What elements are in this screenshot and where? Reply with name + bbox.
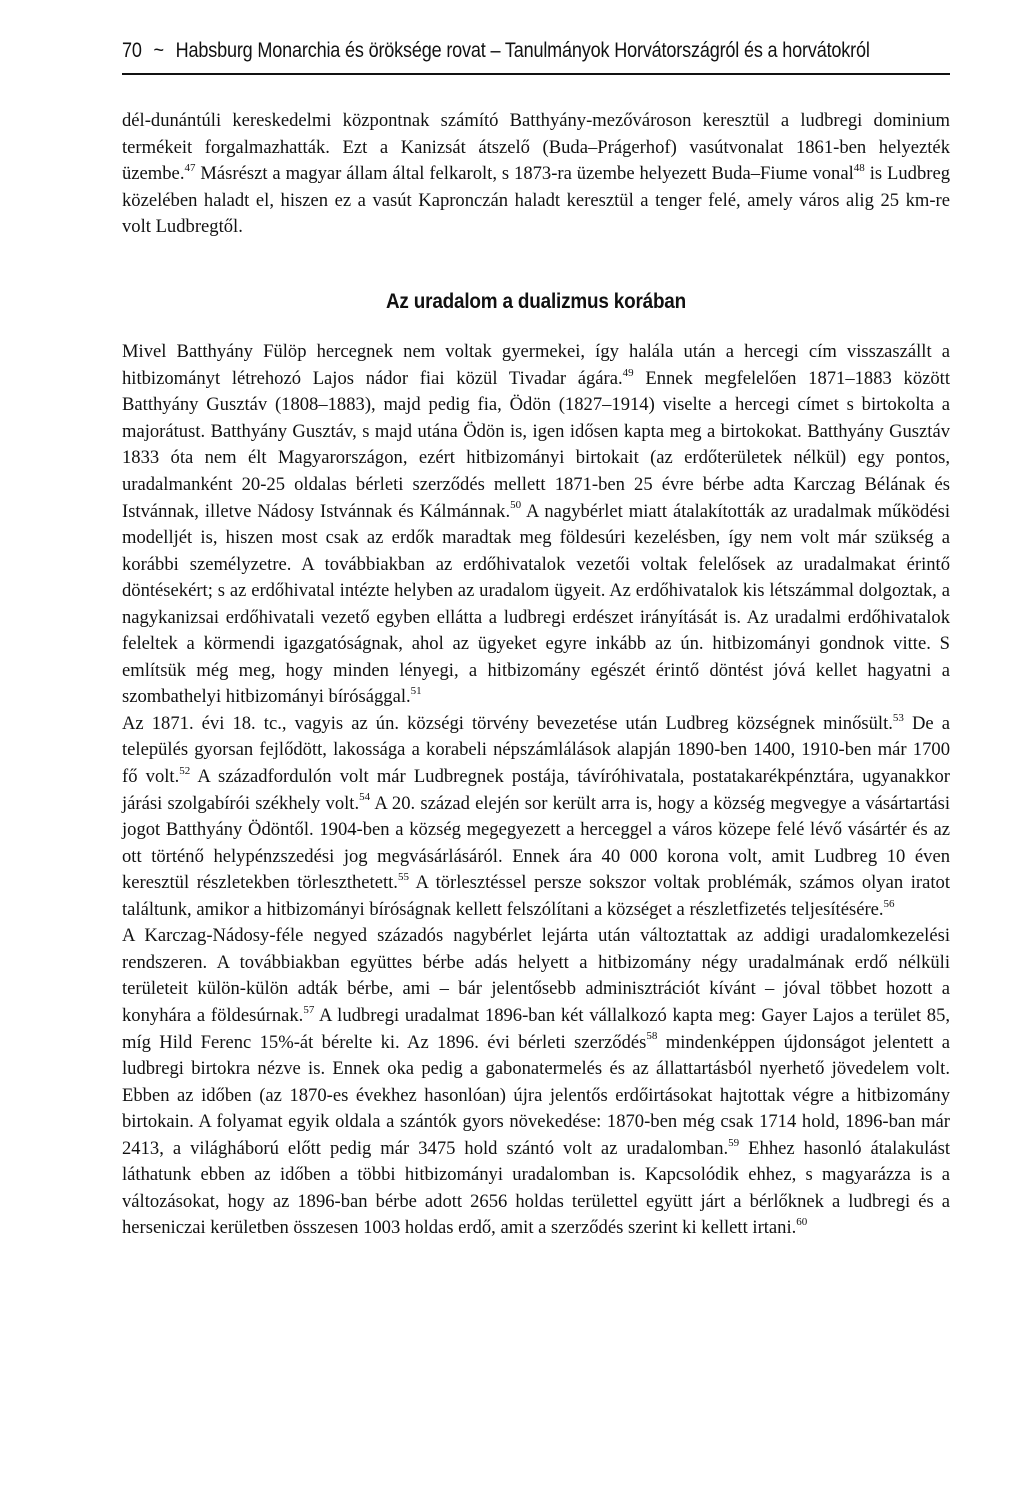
text-run: mindenképpen újdonságot jelentett a ludbregi birtokra nézve is. Ennek oka pedig a gabonatermelés és az állattartásból nyerhető jövedelem volt. Ebben az időben (az 1870-es évekhez hasonlóan) újra jelentős erdőirtásokat hajtottak végre a hitbizomány birtokain. A folyamat egyik oldala a szántók gyors növekedése: 1870-ben még csak 1714 hold, 1896-ban már 2413, a világháború előtt pedig már 3475 hold szántó volt az uradalomban. [122, 1031, 950, 1159]
header-separator: ~ [153, 39, 164, 62]
footnote-ref: 59 [728, 1136, 740, 1149]
text-run: is Ludbreg közelében haladt el, hiszen ez a vasút Kapronczán haladt keresztül a tenger felé, amely város alig 25 km-re volt Ludbregtől. [122, 163, 950, 238]
footnote-ref: 48 [853, 161, 865, 174]
footnote-ref: 60 [796, 1216, 808, 1229]
footnote-ref: 50 [510, 499, 522, 512]
paragraph-2 [122, 711, 950, 923]
footnote-ref: 52 [179, 764, 191, 777]
footnote-ref: 47 [184, 161, 196, 174]
footnote-ref: 51 [410, 685, 422, 698]
footnote-ref: 49 [622, 366, 634, 379]
intro-paragraph [122, 108, 950, 241]
footnote-ref: 54 [359, 791, 371, 804]
text-run: Mivel Batthyány Fülöp hercegnek nem voltak gyermekei, így halála után a hercegi cím visszaszállt a hitbizományt létrehozó Lajos nádor fiai közül Tivadar ágára. [122, 341, 950, 389]
text-run: Másrészt a magyar állam által felkarolt, s 1873-ra üzembe helyezett Buda–Fiume vonal [195, 163, 854, 185]
footnote-ref: 58 [646, 1030, 658, 1043]
text-run: Az 1871. évi 18. tc., vagyis az ún. községi törvény bevezetése után Ludbreg községnek minősült. [122, 712, 893, 734]
page-number: 70 [122, 39, 142, 62]
text-run: Ehhez hasonló átalakulást láthatunk ebben az időben a többi hitbizományi uradalomban is. Kapcsolódik ehhez, s magyarázza is a változásokat, hogy az 1896-ban bérbe adott 2656 holdas területtel együtt járt a bérlőknek a ludbregi és a herseniczai kerületben összesen 1003 holdas erdő, amit a szerződés szerint ki kellett irtani. [122, 1137, 951, 1239]
section-heading: Az uradalom a dualizmus korában [385, 289, 687, 313]
text-run: A nagybérlet miatt átalakították az uradalmak működési modelljét is, hiszen most csak az erdők maradtak meg földesúri kezelésben, így nem volt már szükség a korábbi személyzetre. A továbbiakban az erdőhivatalok vezetői voltak felelősek az uradalmakat érintő döntésekért; s az erdőhivatal intézte helyben az uradalom ügyeit. Az erdőhivatalok kis létszámmal dolgoztak, a nagykanizsai erdőhivatali vezető egyben ellátta a ludbregi erdészet irányítását is. Az uradalmi erdőhivatalok feleltek a körmendi igazgatóságnak, ahol az ügyeket egyre inkább az ún. hitbizományi gondnok vitte. S említsük még meg, hogy minden lényegi, a hitbizomány egészét érintő döntést jóvá kellet hagyatni a szombathelyi hitbizományi bírósággal. [122, 500, 950, 708]
footnote-ref: 57 [303, 1003, 315, 1016]
text-run: De a település gyorsan fejlődött, lakossága a korabeli népszámlálások alapján 1890-ben 1400, 1910-ben már 1700 fő volt. [122, 712, 950, 788]
text-run: A ludbregi uradalmat 1896-ban két vállalkozó kapta meg: Gayer Lajos a terület 85, míg Hild Ferenc 15%-át bérelte ki. Az 1896. évi bérleti szerződés [122, 1004, 951, 1053]
text-run: A 20. század elején sor került arra is, hogy a község megvegye a vásártartási jogot Batthyány Ödöntől. 1904-ben a község megegyezett a herceggel a város közepe felé lévő vásártér és az ott történő helypénzszedési jog megvásárlásáról. Ennek ára 40 000 korona volt, amit Ludbreg 10 éven keresztül részletekben törleszthetett. [122, 792, 950, 894]
footnote-ref: 53 [892, 711, 904, 724]
running-title: Habsburg Monarchia és öröksége rovat – Tanulmányok Horvátországról és a horvátokról [175, 39, 870, 62]
header-rule [122, 73, 950, 75]
paragraph-3 [122, 923, 950, 1242]
paragraph-1 [122, 339, 950, 711]
running-header [122, 38, 870, 64]
footnote-ref: 55 [397, 871, 409, 884]
text-run: A törlesztéssel persze sokszor voltak problémák, számos olyan iratot találtunk, amikor a hitbizományi bíróságnak kellett felszólítani a községet a részletfizetés teljesítésére. [122, 872, 951, 920]
text-run: Ennek megfelelően 1871–1883 között Batthyány Gusztáv (1808–1883), majd pedig fia, Ödön (1827–1914) viselte a hercegi címet s birtokolta a majorátust. Batthyány Gusztáv, s majd utána Ödön is, igen idősen kapta meg a birtokokat. Batthyány Gusztáv 1833 óta nem élt Magyarországon, ezért hitbizományi birtokait (az erdőterületek nélkül) egy pontos, uradalmanként 20-25 oldalas bérleti szerződés mellett 1871-ben 25 évre bérbe adta Karczag Bélának és Istvánnak, illetve Nádosy Istvánnak és Kálmánnak. [122, 367, 950, 522]
text-run: dél-dunántúli kereskedelmi központnak számító Batthyány-mezővároson keresztül a ludbregi dominium termékeit forgalmazhatták. Ezt a Kanizsát átszelő (Buda–Prágerhof) vasútvonalat 1861-ben helyezték üzembe. [122, 110, 950, 185]
footnote-ref: 56 [883, 897, 895, 910]
text-run: A Karczag-Nádosy-féle negyed századós nagybérlet lejárta után változtattak az addigi uradalomkezelési rendszeren. A továbbiakban együttes bérbe adás helyett a hitbizomány négy uradalmának erdő nélküli területeit külön-külön adták bérbe, ami – bár jelentősebb adminisztrációt kívánt – jóval többet hozott a konyhára a földesúrnak. [122, 925, 950, 1026]
text-run: A századfordulón volt már Ludbregnek postája, távíróhivatala, postatakarékpénztára, ugyanakkor járási szolgabírói székhely volt. [122, 766, 950, 814]
article-body [122, 108, 950, 1242]
